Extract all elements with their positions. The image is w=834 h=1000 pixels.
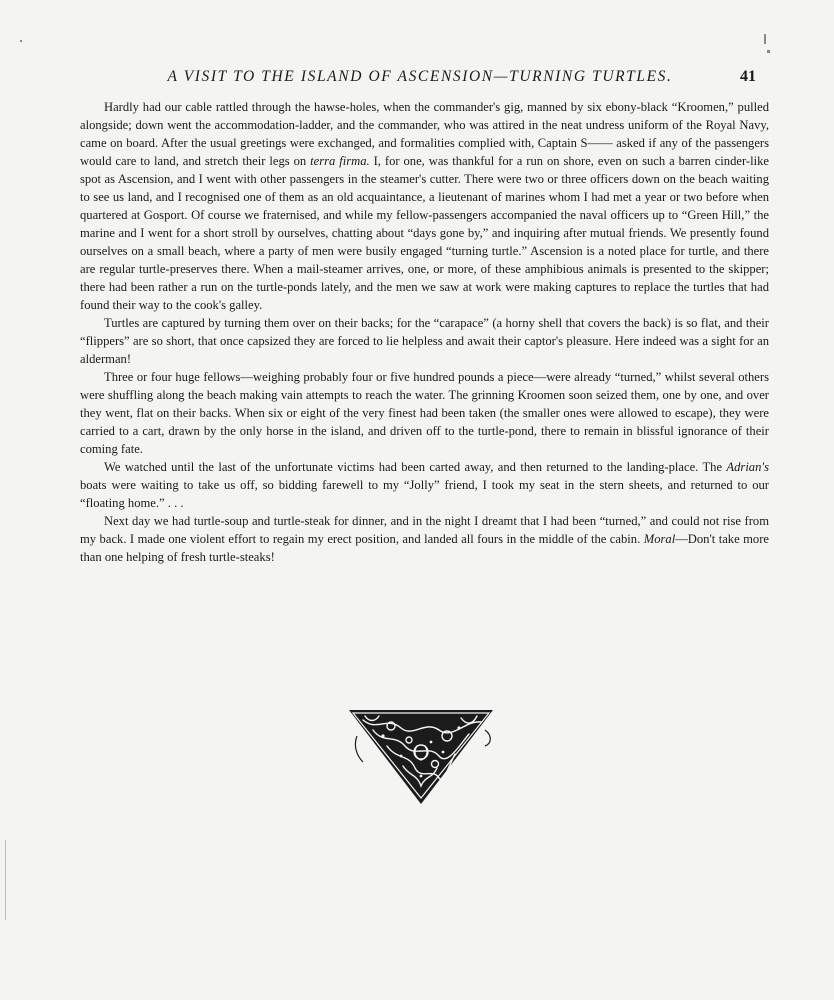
paragraph-1-text-b: I, for one, was thankful for a run on shore, even on such a barren cinder-like spot as Ascension, and I went with other passengers in the steamer's cutter. There were two or three officers down on the beach waiting to see us land, and I recognised one of them as an old acquaintance, a lieutenant of marines whom I had met a year or two before when quartered at Gosport. Of course we fraternised, and while my fellow-passengers accompanied the naval officers up to “Green Hill,” the marine and I went for a short stroll by ourselves, chatting about “days gone by,” and inquiring after mutual friends. We presently found ourselves on a small beach, where a party of men were busily engaged “turning turtle.” Ascension is a noted place for turtle, and there are regular turtle-preserves there. When a mail-steamer arrives, one, or more, of these amphibious animals is presented to the skipper; there had been rather a run on the turtle-ponds lately, and the men we saw at work were making captures to replace the turtles that had found their way to the cook's galley. [80, 154, 769, 312]
triangular-floral-tailpiece-icon [343, 706, 497, 808]
page-number: 41 [740, 68, 756, 85]
paragraph-5 [80, 512, 769, 566]
paragraph-5-text-b: —Don't take more than one helping of fresh turtle-steaks! [80, 532, 770, 564]
paragraph-1-italic: terra firma. [310, 154, 370, 168]
paragraph-4-text-b: boats were waiting to take us off, so bidding farewell to my “Jolly” friend, I took my seat in the stern sheets, and returned to our “floating home.” . . . [80, 478, 769, 510]
paragraph-2 [80, 314, 769, 368]
paragraph-4-italic: Adrian's [726, 460, 769, 474]
paragraph-3-text: Three or four huge fellows—weighing probably four or five hundred pounds a piece—were already “turned,” whilst several others were shuffling along the beach making vain attempts to reach the water. The grinning Kroomen soon seized them, one by one, and over they went, flat on their backs. When six or eight of the very finest had been taken (the smaller ones were allowed to escape), they were carried to a cart, drawn by the only horse in the island, and driven off to the turtle-pond, there to remain in blissful ignorance of their coming fate. [80, 370, 769, 456]
paragraph-1 [80, 98, 769, 314]
paragraph-5-italic: Moral [643, 532, 676, 546]
paragraph-5-text-a: Next day we had turtle-soup and turtle-steak for dinner, and in the night I dreamt that I had been “turned,” and could not rise from my back. I made one violent effort to regain my erect position, and landed all fours in the middle of the cabin. [80, 514, 769, 546]
body-text [80, 98, 769, 566]
paragraph-4-text-a: We watched until the last of the unfortunate victims had been carted away, and then returned to the landing-place. The [104, 460, 727, 474]
scan-mark-top-right-2 [767, 50, 770, 53]
paragraph-4 [80, 458, 769, 512]
paragraph-2-text: Turtles are captured by turning them over on their backs; for the “carapace” (a horny shell that covers the back) is so flat, and their “flippers” are so short, that once capsized they are forced to lie helpless and await their captor's pleasure. Here indeed was a sight for an alderman! [80, 316, 769, 366]
scan-mark-left [20, 40, 22, 42]
paragraph-1-text-a: Hardly had our cable rattled through the hawse-holes, when the commander's gig, manned by six ebony-black “Kroomen,” pulled alongside; down went the accommodation-ladder, and the commander, who was attired in the neat undress uniform of the Royal Navy, came on board. After the usual greetings were exchanged, and formalities complied with, Captain S—— asked if any of the passengers would care to land, and stretch their legs on [80, 100, 769, 168]
scan-mark-left-2 [5, 840, 6, 920]
scan-mark-top-right [764, 34, 766, 44]
running-title: A VISIT TO THE ISLAND OF ASCENSION—TURNING TURTLES. [167, 68, 673, 85]
paragraph-3 [80, 368, 769, 458]
